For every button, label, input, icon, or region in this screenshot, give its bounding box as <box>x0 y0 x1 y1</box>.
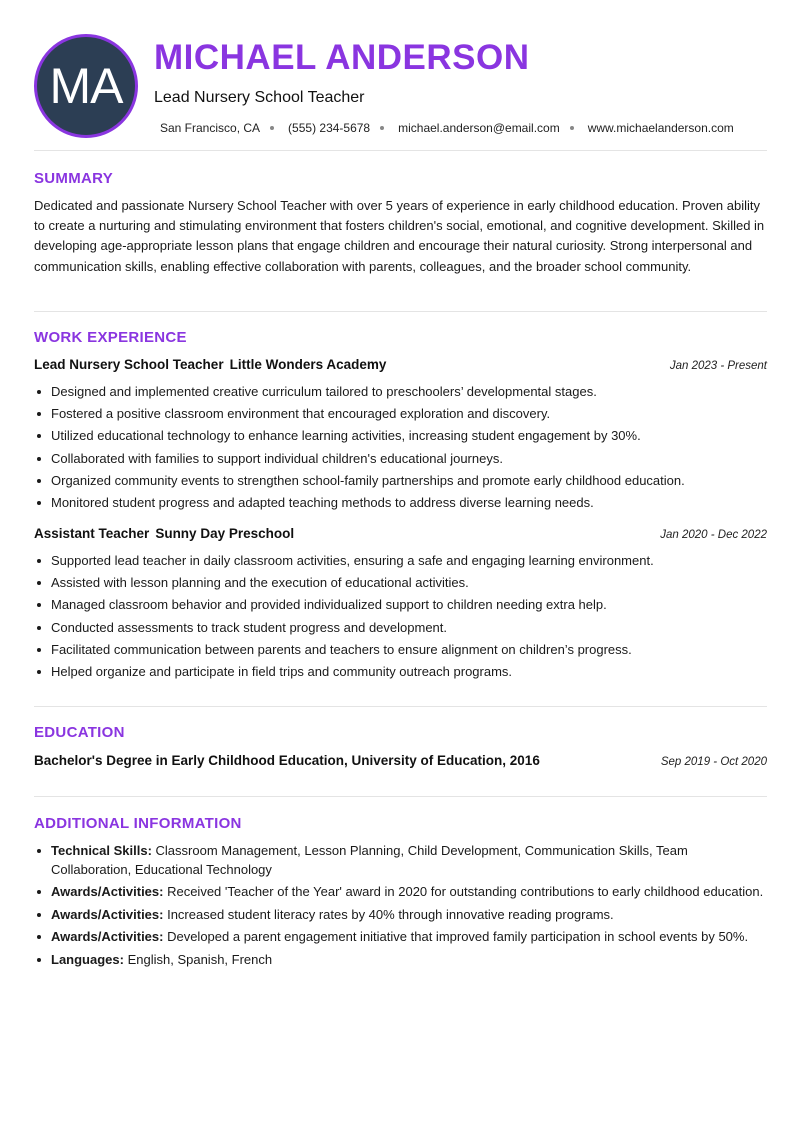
section-heading-education: EDUCATION <box>34 724 125 741</box>
list-item: Utilized educational technology to enhance learning activities, increasing student engagement by 30%. <box>34 428 769 444</box>
job-role: Assistant Teacher <box>34 526 150 541</box>
item-label: Languages: <box>51 951 124 967</box>
list-item <box>34 906 769 925</box>
list-item: Designed and implemented creative curriculum tailored to preschoolers’ developmental stages. <box>34 384 769 400</box>
candidate-name: MICHAEL ANDERSON <box>154 38 530 77</box>
section-heading-summary: SUMMARY <box>34 170 114 187</box>
job-header <box>34 526 767 541</box>
list-item <box>34 842 769 879</box>
section-heading-experience: WORK EXPERIENCE <box>34 329 187 346</box>
job-bullets <box>34 553 769 686</box>
list-item: Facilitated communication between parents and teachers to ensure alignment on children’s progress. <box>34 642 769 658</box>
list-item: Collaborated with families to support individual children's educational journeys. <box>34 451 769 467</box>
contact-email[interactable]: michael.anderson@email.com <box>398 121 560 135</box>
item-text: English, Spanish, French <box>123 951 273 967</box>
job-dates: Jan 2023 - Present <box>669 360 767 372</box>
education-dates: Sep 2019 - Oct 2020 <box>660 756 767 768</box>
item-text: Developed a parent engagement initiative that improved family participation in school events by 50%. <box>163 929 749 944</box>
contact-location: San Francisco, CA <box>160 121 261 135</box>
job-title <box>34 526 294 541</box>
avatar <box>34 34 138 138</box>
divider <box>34 796 767 797</box>
item-label: Technical Skills: <box>51 843 152 858</box>
divider <box>34 311 767 312</box>
job-dates: Jan 2020 - Dec 2022 <box>660 529 767 541</box>
divider <box>34 150 767 151</box>
item-text: Classroom Management, Lesson Planning, Child Development, Communication Skills, Team Collaboration, Educational Technology <box>51 843 688 877</box>
section-heading-additional: ADDITIONAL INFORMATION <box>34 815 242 832</box>
list-item <box>34 951 769 970</box>
list-item: Monitored student progress and adapted teaching methods to address diverse learning needs. <box>34 495 769 511</box>
job-bullets <box>34 384 769 517</box>
job-company: Little Wonders Academy <box>229 357 387 372</box>
item-text: Received 'Teacher of the Year' award in 2020 for outstanding contributions to early childhood education. <box>163 884 764 899</box>
item-label: Awards/Activities: <box>51 884 164 899</box>
list-item: Helped organize and participate in field trips and community outreach programs. <box>34 664 769 680</box>
additional-list <box>34 842 769 973</box>
contact-website[interactable]: www.michaelanderson.com <box>587 121 734 135</box>
item-label: Awards/Activities: <box>51 929 164 944</box>
candidate-title: Lead Nursery School Teacher <box>154 89 365 106</box>
separator-dot-icon <box>570 126 574 130</box>
list-item: Assisted with lesson planning and the execution of educational activities. <box>34 575 769 591</box>
list-item <box>34 883 769 902</box>
separator-dot-icon <box>270 126 274 130</box>
list-item: Supported lead teacher in daily classroom activities, ensuring a safe and engaging learning environment. <box>34 553 769 569</box>
education-degree: Bachelor's Degree in Early Childhood Education, University of Education, 2016 <box>34 753 540 768</box>
item-text: Increased student literacy rates by 40% through innovative reading programs. <box>163 906 614 922</box>
list-item: Conducted assessments to track student progress and development. <box>34 620 769 636</box>
contact-bar <box>160 120 734 136</box>
list-item: Organized community events to strengthen school-family partnerships and promote early childhood education. <box>34 473 769 489</box>
summary-text: Dedicated and passionate Nursery School Teacher with over 5 years of experience in early childhood education. Proven ability to create a nurturing and stimulating environment that fosters children's social, emotional, and cognitive development. Skilled in developing age-appropriate lesson plans that engage children and encourage their natural curiosity. Strong interpersonal and communication skills, enabling effective collaboration with parents, colleagues, and the broader school community. <box>34 198 765 274</box>
divider <box>34 706 767 707</box>
job-title <box>34 357 386 372</box>
separator-dot-icon <box>380 126 384 130</box>
job-company: Sunny Day Preschool <box>155 526 295 541</box>
list-item <box>34 928 769 947</box>
contact-phone[interactable]: (555) 234-5678 <box>288 121 371 135</box>
list-item: Managed classroom behavior and provided individualized support to children needing extra help. <box>34 597 769 613</box>
list-item: Fostered a positive classroom environment that encouraged exploration and discovery. <box>34 406 769 422</box>
education-entry <box>34 753 767 768</box>
job-role: Lead Nursery School Teacher <box>34 357 224 372</box>
item-label: Awards/Activities: <box>51 906 164 922</box>
avatar-initials: MA <box>49 58 123 114</box>
job-header <box>34 357 767 372</box>
